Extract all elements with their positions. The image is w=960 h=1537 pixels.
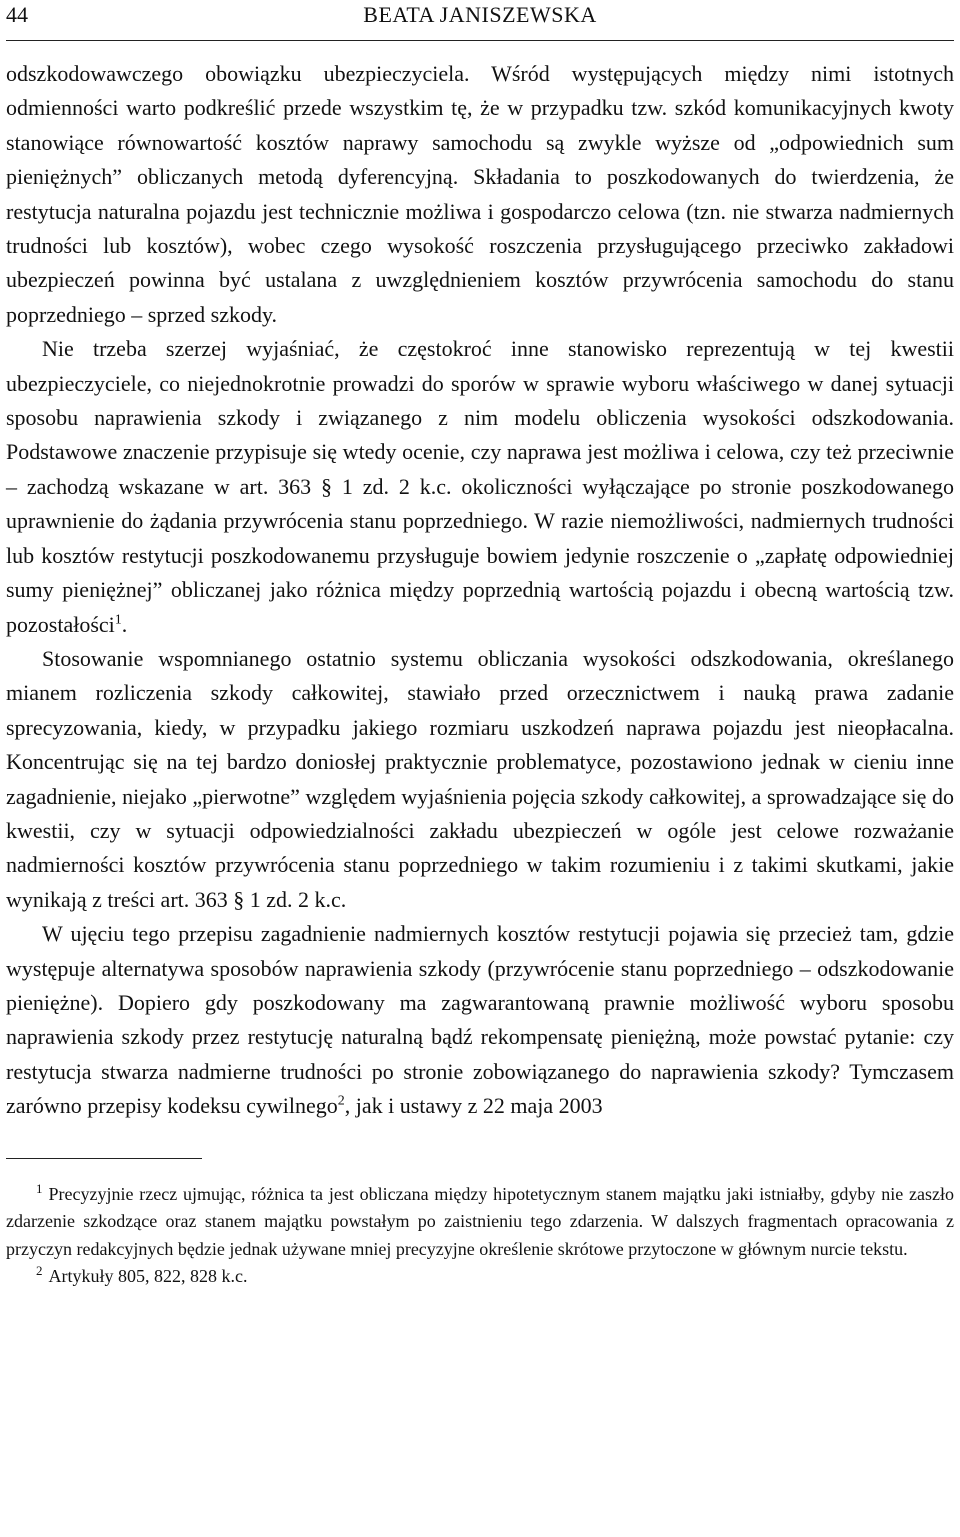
page-header bbox=[6, 0, 954, 41]
footnote-1-mark: 1 bbox=[36, 1180, 43, 1196]
footnote-2 bbox=[6, 1263, 954, 1291]
paragraph-2-text: Nie trzeba szerzej wyjaśniać, że częstokroć inne stanowisko reprezentują w tej kwestii ubezpieczyciele, co niejednokrotnie prowadzi do sporów w sprawie wyboru właściwego w danej sytuacji sposobu naprawienia szkody i związanego z nim modelu obliczenia wysokości odszkodowania. Podstawowe znaczenie przypisuje się wtedy ocenie, czy naprawa jest możliwa i celowa, czy też przeciwnie – zachodzą wskazane w art. 363 § 1 zd. 2 k.c. okoliczności wyłączające po stronie poszkodowanego uprawnienie do żądania przywrócenia stanu poprzedniego. W razie niemożliwości, nadmiernych trudności lub kosztów restytucji poszkodowanemu przysługuje bowiem jedynie roszczenie o „zapłatę odpowiedniej sumy pieniężnej” obliczanej jako różnica między poprzednią wartością pojazdu i obecną wartością tzw. pozostałości bbox=[6, 336, 954, 637]
footnote-ref-1[interactable]: 1 bbox=[114, 612, 122, 628]
paragraph-2-end: . bbox=[121, 611, 128, 637]
footnotes bbox=[6, 1181, 954, 1291]
footnote-2-mark: 2 bbox=[36, 1263, 43, 1279]
document-page bbox=[6, 0, 954, 1291]
paragraph-3: Stosowanie wspomnianego ostatnio systemu obliczania wysokości odszkodowania, określanego mianem rozliczenia szkody całkowitej, stawiało przed orzecznictwem i nauką prawa zadanie sprecyzowania, kiedy, w przypadku jakiego rozmiaru uszkodzeń naprawa pojazdu jest nieopłacalna. Koncentrując się na tej bardzo doniosłej praktycznie problematyce, pozostawiono jednak w cieniu inne zagadnienie, niejako „pierwotne” względem wyjaśnienia pojęcia szkody całkowitej, a sprowadzające się do kwestii, czy w sytuacji odpowiedzialności zakładu ubezpieczeń w ogóle jest celowe rozważanie nadmierności kosztów przywrócenia stanu poprzedniego w takim rozumieniu i z takimi skutkami, jakie wynikają z treści art. 363 § 1 zd. 2 k.c. bbox=[6, 645, 954, 912]
main-text bbox=[6, 57, 954, 1124]
footnote-separator bbox=[6, 1158, 202, 1159]
paragraph-4-text: W ujęciu tego przepisu zagadnienie nadmiernych kosztów restytucji pojawia się przecież tam, gdzie występuje alternatywa sposobów naprawienia szkody (przywrócenie stanu poprzedniego – odszkodowanie pieniężne). Dopiero gdy poszkodowany ma zagwarantowaną prawnie możliwość wyboru sposobu naprawienia szkody przez restytucję naturalną bądź rekompensatę pieniężną, może powstać pytanie: czy restytucja stwarza nadmierne trudności po stronie zobowiązanego do naprawienia szkody? Tymczasem zarówno przepisy kodeksu cywilnego bbox=[6, 921, 954, 1119]
footnote-ref-2[interactable]: 2 bbox=[337, 1093, 345, 1109]
paragraph-4 bbox=[6, 917, 954, 1123]
paragraph-1: odszkodowawczego obowiązku ubezpieczyciela. Wśród występujących między nimi istotnych odmienności warto podkreślić przede wszystkim tę, że w przypadku tzw. szkód komunikacyjnych kwoty stanowiące równowartość kosztów naprawy samochodu są zwykle wyższe od „odpowiednich sum pieniężnych” obliczanych metodą dyferencyjną. Składania to poszkodowanych do twierdzenia, że restytucja naturalna pojazdu jest technicznie możliwa i gospodarczo celowa (tzn. nie stwarza nadmiernych trudności lub kosztów), wobec czego wysokość roszczenia przysługującego przeciwko zakładowi ubezpieczeń powinna być ustalana z uwzględnieniem kosztów przywrócenia samochodu do stanu poprzedniego – sprzed szkody. bbox=[6, 61, 954, 327]
running-head: BEATA JANISZEWSKA bbox=[363, 2, 597, 27]
paragraph-2 bbox=[6, 332, 954, 642]
page-number: 44 bbox=[6, 2, 28, 27]
paragraph-4-end: , jak i ustawy z 22 maja 2003 bbox=[344, 1093, 603, 1119]
footnote-2-text: Artykuły 805, 822, 828 k.c. bbox=[48, 1266, 248, 1287]
footnote-1-text: Precyzyjnie rzecz ujmując, różnica ta jest obliczana między hipotetycznym stanem majątku jaki istniałby, gdyby nie zaszło zdarzenie szkodzące oraz stanem majątku powstałym po zaistnieniu tego zdarzenia. W dalszych fragmentach opracowania z przyczyn redakcyjnych będzie jednak używane mniej precyzyjne określenie skrótowe przytoczone w głównym nurcie tekstu. bbox=[6, 1183, 954, 1259]
footnote-1 bbox=[6, 1181, 954, 1264]
